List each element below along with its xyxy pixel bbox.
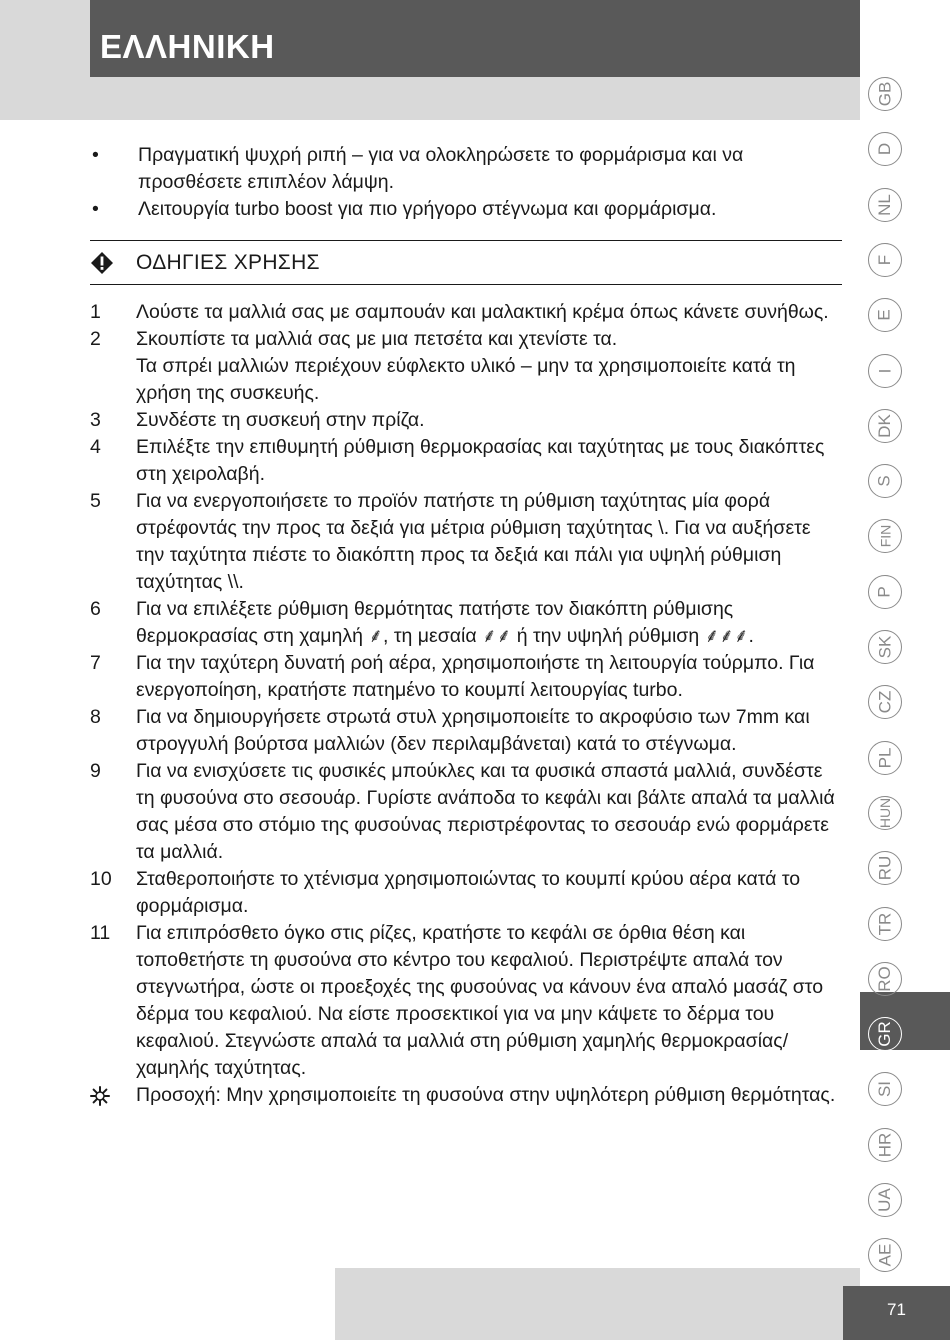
step-item [90, 434, 842, 488]
language-tab-circle [868, 354, 902, 388]
step-text: Σκουπίστε τα μαλλιά σας με μια πετσέτα και χτενίστε τα. [136, 328, 618, 350]
language-tab-gb[interactable] [863, 72, 907, 116]
step-item [90, 596, 842, 650]
language-tab-si[interactable] [863, 1067, 907, 1111]
step-text: Λούστε τα μαλλιά σας με σαμπουάν και μαλακτική κρέμα όπως κάνετε συνήθως. [136, 301, 829, 323]
language-tab-label: TR [874, 912, 894, 935]
step-text: Για να ενισχύσετε τις φυσικές μπούκλες και τα φυσικά σπαστά μαλλιά, συνδέστε τη φυσούνα στο σεσουάρ. Γυρίστε ανάποδα το κεφάλι και βάλτε απαλά τα μαλλιά σας μέσα στο στόμιο της φυσούνας περιστρέφοντας το σεσουάρ ενώ φορμάρετε τα μαλλιά. [136, 760, 835, 863]
language-tab-circle [868, 243, 902, 277]
language-tab-label: SK [875, 635, 894, 659]
language-tab-ae[interactable] [863, 1233, 907, 1277]
step-item [90, 488, 842, 596]
bullet-mark: • [92, 198, 99, 220]
language-tab-circle [868, 1072, 902, 1106]
language-tab-circle [868, 464, 902, 498]
step-text: Για επιπρόσθετο όγκο στις ρίζες, κρατήστε το κεφάλι σε όρθια θέση και τοποθετήστε τη φυσούνα στο κέντρο του κεφαλιού. Περιστρέψτε απαλά τον στεγνωτήρα, ώστε οι προεξοχές της φυσούνας να κάνουν ένα απαλό μασάζ στο δέρμα του κεφαλιού. Να είστε προσεκτικοί για να μην κάψετε το δέρμα του κεφαλιού. Στεγνώστε απαλά τα μαλλιά στη ρύθμιση χαμηλής θερμοκρασίας/χαμηλής ταχύτητας. [136, 922, 824, 1079]
warning-diamond-icon [90, 251, 136, 275]
language-tab-fin[interactable] [863, 514, 907, 558]
caution-text: Προσοχή: Μην χρησιμοποιείτε τη φυσούνα στην υψηλότερη ρύθμιση θερμότητας. [136, 1084, 836, 1106]
step-item [90, 299, 842, 326]
language-tab-f[interactable] [863, 238, 907, 282]
language-tab-tr[interactable] [863, 902, 907, 946]
language-tab-circle [868, 741, 902, 775]
step-number: 2 [90, 328, 101, 350]
language-tab-label: HUN [877, 797, 893, 829]
language-tab-ru[interactable] [863, 846, 907, 890]
language-tab-gr[interactable] [863, 1012, 907, 1056]
language-tab-i[interactable] [863, 349, 907, 393]
language-tab-ua[interactable] [863, 1178, 907, 1222]
language-tab-circle [868, 132, 902, 166]
step-number: 8 [90, 706, 101, 728]
language-tab-cz[interactable] [863, 680, 907, 724]
step-text-block [136, 326, 842, 407]
language-tab-circle [868, 685, 902, 719]
step-item [90, 650, 842, 704]
footer-band [335, 1268, 860, 1340]
star-burst-icon [90, 1082, 136, 1109]
page-number: 71 [887, 1300, 906, 1319]
step-text: Συνδέστε τη συσκευή στην πρίζα. [136, 409, 425, 431]
language-tab-circle [868, 188, 902, 222]
language-tab-circle [868, 1128, 902, 1162]
step-warning-text: Τα σπρέι μαλλιών περιέχουν εύφλεκτο υλικό – μην τα χρησιμοποιείτε κατά τη χρήση της συσκευής. [136, 355, 796, 404]
step-item [90, 920, 842, 1082]
caution-note [90, 1082, 842, 1109]
step-text: Για να ενεργοποιήσετε το προϊόν πατήστε τη ρύθμιση ταχύτητας μία φορά στρέφοντάς την προς τα δεξιά για μέτρια ρύθμιση ταχύτητας \. Για να αυξήσετε την ταχύτητα πιέστε το διακόπτη προς τα δεξιά και πάλι για υψηλή ρύθμιση ταχύτητας \\. [136, 490, 811, 593]
language-tab-circle [868, 851, 902, 885]
step-item [90, 407, 842, 434]
language-tab-circle [868, 962, 902, 996]
step-text: Για να δημιουργήσετε στρωτά στυλ χρησιμοποιείτε το ακροφύσιο των 7mm και στρογγυλή βούρτσα μαλλιών (δεν περιλαμβάνεται) κατά το στέγνωμα. [136, 706, 810, 755]
language-tab-label: NL [874, 193, 894, 216]
step-number: 5 [90, 490, 101, 512]
main-content [90, 142, 842, 1109]
step-item [90, 704, 842, 758]
instruction-steps [90, 299, 842, 1109]
language-tab-ro[interactable] [863, 957, 907, 1001]
language-tab-circle [868, 1238, 902, 1272]
language-tab-p[interactable] [863, 570, 907, 614]
feature-bullet [90, 196, 842, 223]
language-tab-circle [868, 796, 902, 830]
step-text: Επιλέξτε την επιθυμητή ρύθμιση θερμοκρασίας και ταχύτητας με τους διακόπτες στη χειρολαβή. [136, 436, 825, 485]
language-tab-label: DK [875, 413, 894, 438]
language-tab-circle [868, 907, 902, 941]
language-tab-label: GB [875, 81, 894, 107]
step-number: 1 [90, 301, 101, 323]
language-tab-d[interactable] [863, 127, 907, 171]
step-item [90, 866, 842, 920]
language-tab-label: F [874, 254, 894, 266]
step-number: 11 [90, 922, 111, 944]
language-tab-label: SI [875, 1081, 894, 1098]
feature-bullet [90, 142, 842, 196]
step-number: 6 [90, 598, 101, 620]
language-tab-hr[interactable] [863, 1123, 907, 1167]
step-number: 4 [90, 436, 101, 458]
language-tab-hun[interactable] [863, 791, 907, 835]
bullet-text: Πραγματική ψυχρή ριπή – για να ολοκληρώσετε το φορμάρισμα και να προσθέσετε επιπλέον λάμψη. [138, 144, 744, 193]
step-text: Για την ταχύτερη δυνατή ροή αέρα, χρησιμοποιήστε τη λειτουργία τούρμπο. Για ενεργοποίηση, κρατήστε πατημένο το κουμπί λειτουργίας turbo. [136, 652, 815, 701]
language-tab-label: UA [875, 1188, 894, 1212]
language-tab-label: CZ [874, 690, 894, 714]
language-tab-dk[interactable] [863, 404, 907, 448]
step-text: Για να επιλέξετε ρύθμιση θερμότητας πατήστε τον διακόπτη ρύθμισης θερμοκρασίας στη χαμηλή ⸙, τη μεσαία ⸙⸙ ή την υψηλή ρύθμιση ⸙⸙⸙. [136, 598, 754, 647]
language-tab-label: S [875, 475, 894, 487]
language-tab-s[interactable] [863, 459, 907, 503]
language-tab-circle [868, 1017, 902, 1051]
language-tab-label: FIN [877, 525, 893, 548]
language-tab-circle [868, 519, 902, 553]
bullet-text: Λειτουργία turbo boost για πιο γρήγορο στέγνωμα και φορμάρισμα. [138, 198, 717, 220]
language-tab-circle [868, 409, 902, 443]
language-tab-label: PL [874, 747, 894, 768]
step-number: 9 [90, 760, 101, 782]
language-tab-label: RU [875, 855, 894, 881]
section-heading [90, 240, 842, 285]
step-item [90, 326, 842, 407]
language-tab-e[interactable] [863, 293, 907, 337]
step-number: 10 [90, 868, 112, 890]
step-text: Σταθεροποιήστε το χτένισμα χρησιμοποιώντας το κουμπί κρύου αέρα κατά το φορμάρισμα. [136, 868, 801, 917]
language-tab-circle [868, 630, 902, 664]
language-tab-label: AE [875, 1243, 894, 1267]
language-tab-label: RO [875, 966, 894, 992]
bullet-mark: • [92, 144, 99, 166]
language-tab-pl[interactable] [863, 736, 907, 780]
language-tab-label: E [875, 309, 894, 321]
language-tab-circle [868, 1183, 902, 1217]
language-tabs [863, 72, 907, 1272]
language-tab-nl[interactable] [863, 183, 907, 227]
step-number: 3 [90, 409, 101, 431]
language-tab-label: I [874, 368, 894, 373]
language-tab-label: D [875, 143, 894, 156]
language-tab-label: GR [875, 1021, 894, 1047]
language-tab-circle [868, 575, 902, 609]
language-tab-label: HR [875, 1132, 894, 1157]
language-tab-label: P [875, 586, 894, 598]
section-title: ΟΔΗΓΙΕΣ ΧΡΗΣΗΣ [136, 251, 320, 274]
step-item [90, 758, 842, 866]
page-title: ΕΛΛΗΝΙΚΗ [100, 28, 275, 65]
language-tab-sk[interactable] [863, 625, 907, 669]
language-tab-circle [868, 298, 902, 332]
language-tab-circle [868, 77, 902, 111]
step-number: 7 [90, 652, 101, 674]
